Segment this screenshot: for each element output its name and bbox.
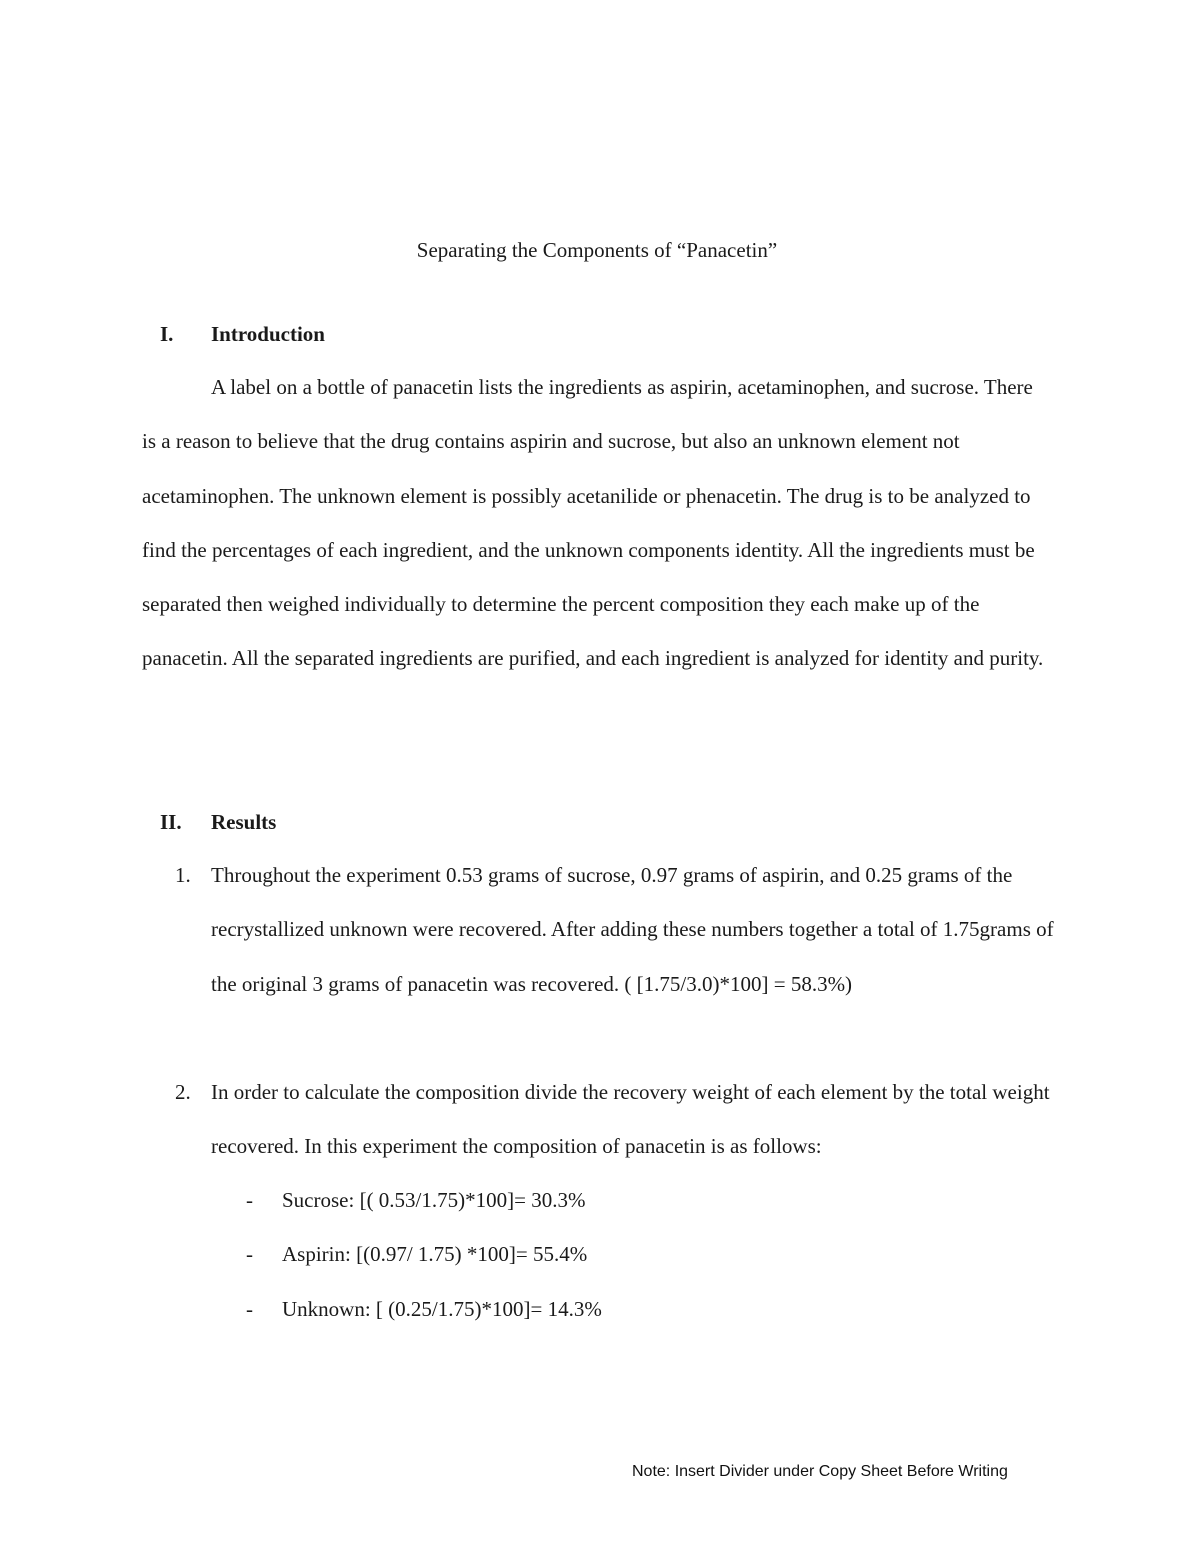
- bullet-dash: -: [246, 1242, 253, 1267]
- bullet-dash: -: [246, 1188, 253, 1212]
- results-list-item: [175, 1065, 1055, 1174]
- footer-note: Note: Insert Divider under Copy Sheet Before Writing: [632, 1463, 1008, 1480]
- composition-item-aspirin: [246, 1227, 602, 1281]
- results-list-item: [175, 848, 1055, 1011]
- section-numeral: I.: [160, 322, 174, 346]
- composition-text: Unknown: [ (0.25/1.75)*100]= 14.3%: [282, 1296, 602, 1321]
- bullet-dash: -: [246, 1296, 253, 1321]
- list-marker: 1.: [175, 863, 191, 887]
- composition-item-sucrose: [246, 1173, 602, 1227]
- composition-text: Sucrose: [( 0.53/1.75)*100]= 30.3%: [282, 1188, 586, 1212]
- list-item-text: In order to calculate the composition divide the recovery weight of each element by the total weight recovered. In this experiment the composition of panacetin is as follows:: [211, 1080, 1050, 1159]
- list-item-text: Throughout the experiment 0.53 grams of sucrose, 0.97 grams of aspirin, and 0.25 grams of the recrystallized unknown were recovered. After adding these numbers together a total of 1.75grams of the original 3 grams of panacetin was recovered. ( [1.75/3.0)*100] = 58.3%): [211, 863, 1054, 996]
- section-title: Results: [211, 810, 277, 834]
- introduction-paragraph: A label on a bottle of panacetin lists the ingredients as aspirin, acetaminophen, and sucrose. There is a reason to believe that the drug contains aspirin and sucrose, but also an unknown element not acetaminophen. The unknown element is possibly acetanilide or phenacetin. The drug is to be analyzed to find the percentages of each ingredient, and the unknown components identity. All the ingredients must be separated then weighed individually to determine the percent composition they each make up of the panacetin. All the separated ingredients are purified, and each ingredient is analyzed for identity and purity.: [142, 375, 1044, 671]
- composition-item-unknown: [246, 1282, 602, 1336]
- composition-text: Aspirin: [(0.97/ 1.75) *100]= 55.4%: [282, 1242, 588, 1267]
- document-title: Separating the Components of “Panacetin”: [416, 238, 778, 262]
- section-heading-introduction: [160, 320, 325, 348]
- section-heading-results: [160, 808, 276, 836]
- composition-list: [246, 1173, 602, 1336]
- section-title: Introduction: [211, 322, 325, 346]
- list-marker: 2.: [175, 1080, 191, 1104]
- section-numeral: II.: [160, 810, 182, 834]
